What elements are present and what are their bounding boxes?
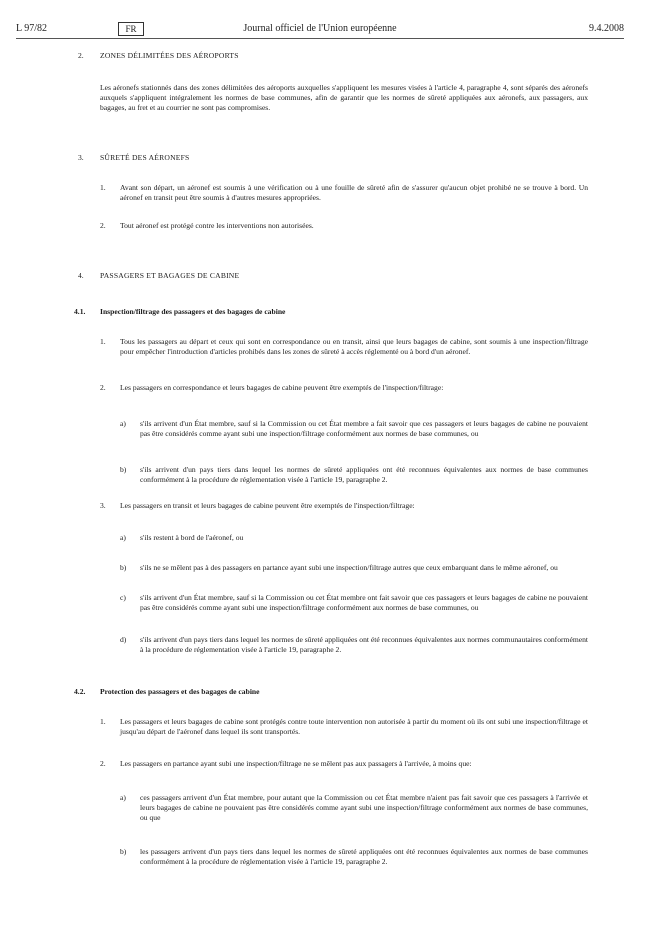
paragraph: [16, 635, 588, 655]
paragraph: [16, 563, 588, 573]
paragraph: [16, 593, 588, 613]
subsection-heading: [16, 307, 588, 317]
paragraph: [16, 221, 588, 231]
section-heading: [16, 271, 588, 281]
paragraph: [16, 383, 588, 393]
paragraph: [16, 759, 588, 769]
item-number: a): [120, 793, 126, 802]
item-text: SÛRETÉ DES AÉRONEFS: [100, 153, 190, 162]
header-divider: [16, 38, 624, 39]
item-text: Tous les passagers au départ et ceux qui sont en correspondance ou en transit, ainsi que leurs bagages de cabine, sont soumis à une inspection/filtrage pour empêcher l'introduction d'articles prohibés dans les zones de sûreté à accès réglementé ou à bord d'un aéronef.: [120, 337, 588, 356]
paragraph: [16, 847, 588, 867]
paragraph: [16, 501, 588, 511]
subsection-heading: [16, 687, 588, 697]
language-badge: FR: [118, 22, 144, 36]
item-text: s'ils arrivent d'un État membre, sauf si la Commission ou cet État membre ont fait savoir que ces passagers et leurs bagages de cabine ne pouvaient pas être considérés comme ayant subi une inspection/filtrage conformément aux normes de base communes, ou: [140, 593, 588, 612]
item-number: 4.2.: [74, 687, 86, 696]
item-text: ces passagers arrivent d'un État membre, pour autant que la Commission ou cet État membre n'aient pas fait savoir que ces passagers à l'arrivée et leurs bagages de cabine ne pouvaient pas être considérés comme ayant subi une inspection/filtrage conformément aux normes de base communes, ou que: [140, 793, 588, 822]
item-number: a): [120, 533, 126, 542]
paragraph: [16, 337, 588, 357]
item-number: 1.: [100, 337, 106, 346]
item-text: s'ils arrivent d'un pays tiers dans lequel les normes de sûreté appliquées ont été reconnues équivalentes aux normes communautaires conformément à la procédure de réglementation visée à l'article 19, paragraphe 2.: [140, 635, 588, 654]
journal-title: Journal officiel de l'Union européenne: [243, 23, 397, 34]
item-text: Avant son départ, un aéronef est soumis à une vérification ou à une fouille de sûreté afin de s'assurer qu'aucun objet prohibé ne se trouve à bord. Un aéronef en transit peut être soumis à d'autres mesures appropriées.: [120, 183, 588, 202]
item-text: Les aéronefs stationnés dans des zones délimitées des aéroports auxquelles s'appliquent les mesures visées à l'article 4, paragraphe 4, sont séparés des aéronefs auxquels s'appliquent intégralement les normes de base communes, afin de garantir que les normes de sûreté appliquées aux aéronefs, aux passagers, aux bagages, au fret et au courrier ne sont pas compromises.: [100, 83, 588, 112]
item-number: 2.: [100, 759, 106, 768]
item-text: Protection des passagers et des bagages de cabine: [100, 687, 260, 696]
publication-date: 9.4.2008: [589, 23, 624, 34]
item-text: s'ils arrivent d'un État membre, sauf si la Commission ou cet État membre a fait savoir que ces passagers et leurs bagages de cabine ne pouvaient pas être considérés comme ayant subi une inspection/filtrage conformément aux normes de base communes, ou: [140, 419, 588, 438]
item-number: 1.: [100, 717, 106, 726]
item-text: Les passagers en transit et leurs bagages de cabine peuvent être exemptés de l'inspection/filtrage:: [120, 501, 415, 510]
item-text: s'ils ne se mêlent pas à des passagers en partance ayant subi une inspection/filtrage autres que ceux embarquant dans le même aéronef, ou: [140, 563, 558, 572]
item-number: 2.: [78, 51, 84, 60]
page-reference: L 97/82: [16, 23, 48, 34]
item-number: d): [120, 635, 127, 644]
item-number: b): [120, 847, 127, 856]
item-number: b): [120, 465, 127, 474]
item-number: 2.: [100, 221, 106, 230]
item-number: b): [120, 563, 127, 572]
item-number: 2.: [100, 383, 106, 392]
item-number: 1.: [100, 183, 106, 192]
item-text: s'ils arrivent d'un pays tiers dans lequel les normes de sûreté appliquées ont été reconnues équivalentes aux normes de base communes conformément à la procédure de réglementation visée à l'article 19, paragraphe 2.: [140, 465, 588, 484]
item-text: ZONES DÉLIMITÉES DES AÉROPORTS: [100, 51, 239, 60]
paragraph: [16, 793, 588, 823]
item-number: 3.: [100, 501, 106, 510]
section-heading: [16, 153, 588, 163]
page-header: [16, 22, 624, 38]
item-text: Les passagers et leurs bagages de cabine sont protégés contre toute intervention non autorisée à partir du moment où ils ont subi une inspection/filtrage et jusqu'au départ de l'aéronef dans lequel ils sont transportés.: [120, 717, 588, 736]
item-text: s'ils restent à bord de l'aéronef, ou: [140, 533, 244, 542]
paragraph: [16, 83, 588, 113]
item-number: c): [120, 593, 126, 602]
section-heading: [16, 51, 588, 61]
document-body: [16, 51, 624, 867]
paragraph: [16, 419, 588, 439]
item-number: 4.: [78, 271, 84, 280]
paragraph: [16, 717, 588, 737]
item-text: Inspection/filtrage des passagers et des bagages de cabine: [100, 307, 286, 316]
paragraph: [16, 465, 588, 485]
item-number: a): [120, 419, 126, 428]
paragraph: [16, 183, 588, 203]
item-text: Les passagers en correspondance et leurs bagages de cabine peuvent être exemptés de l'inspection/filtrage:: [120, 383, 444, 392]
item-text: Tout aéronef est protégé contre les interventions non autorisées.: [120, 221, 314, 230]
paragraph: [16, 533, 588, 543]
item-text: PASSAGERS ET BAGAGES DE CABINE: [100, 271, 240, 280]
item-number: 3.: [78, 153, 84, 162]
item-text: les passagers arrivent d'un pays tiers dans lequel les normes de sûreté appliquées ont été reconnues équivalentes aux normes de base communes conformément à la procédure de réglementation visée à l'article 19, paragraphe 2.: [140, 847, 588, 866]
item-text: Les passagers en partance ayant subi une inspection/filtrage ne se mêlent pas aux passagers à l'arrivée, à moins que:: [120, 759, 472, 768]
item-number: 4.1.: [74, 307, 86, 316]
